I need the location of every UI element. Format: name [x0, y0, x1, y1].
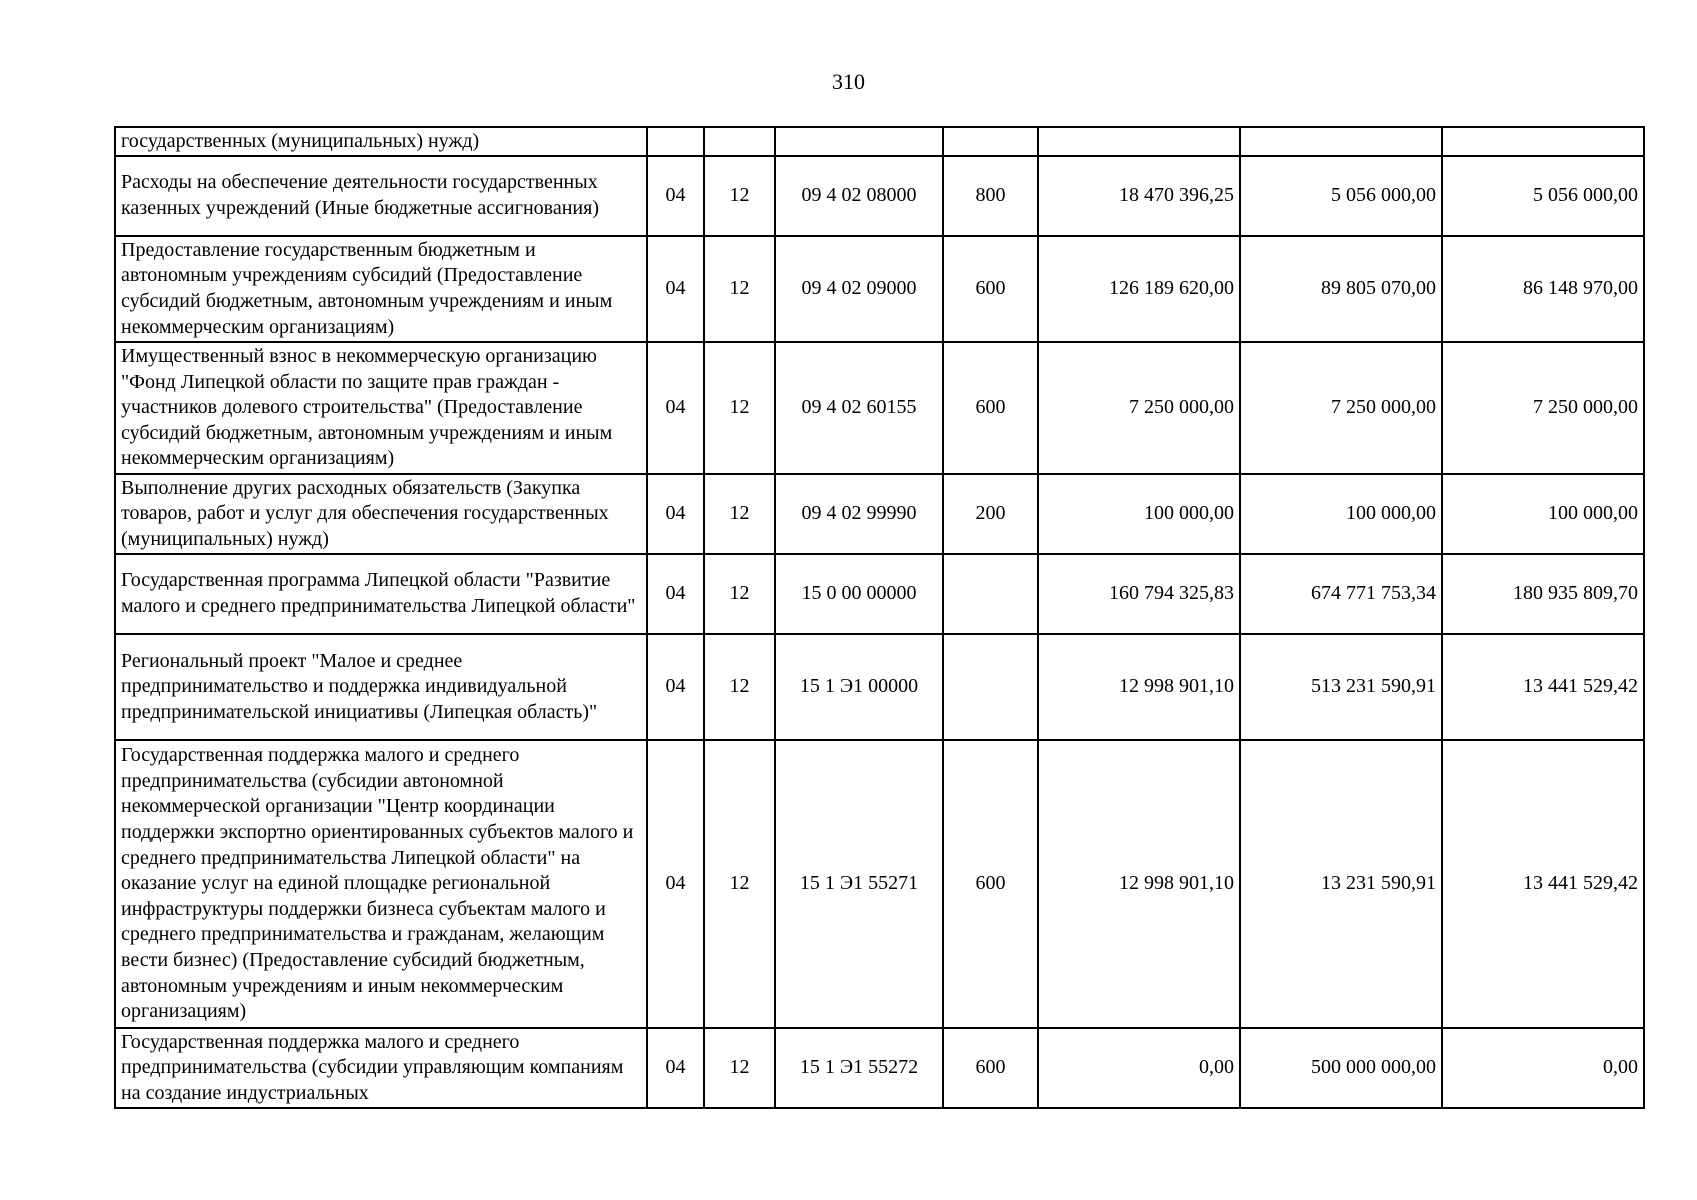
amount-year-2: 89 805 070,00 [1240, 236, 1442, 342]
expense-type-code: 600 [943, 1028, 1038, 1108]
target-article-code: 15 1 Э1 55272 [775, 1028, 943, 1108]
target-article-code: 15 0 00 00000 [775, 554, 943, 634]
row-description: Государственная программа Липецкой области "Развитие малого и среднего предпринимательства Липецкой области" [115, 554, 647, 634]
subsection-code: 12 [704, 554, 775, 634]
table-row [115, 342, 1644, 474]
table-row [115, 236, 1644, 342]
amount-year-3: 0,00 [1442, 1028, 1644, 1108]
amount-year-2: 5 056 000,00 [1240, 156, 1442, 236]
amount-year-3: 100 000,00 [1442, 474, 1644, 554]
amount-year-2: 100 000,00 [1240, 474, 1442, 554]
section-code: 04 [647, 474, 704, 554]
target-article-code [775, 127, 943, 156]
subsection-code: 12 [704, 740, 775, 1028]
expense-type-code [943, 634, 1038, 740]
expense-type-code [943, 127, 1038, 156]
row-description: Государственная поддержка малого и среднего предпринимательства (субсидии автономной некоммерческой организации "Центр координации поддержки экспортно ориентированных субъектов малого и среднего предпринимательства Липецкой области" на оказание услуг на единой площадке региональной инфраструктуры поддержки бизнеса субъектам малого и среднего предпринимательства и гражданам, желающим вести бизнес) (Предоставление субсидий бюджетным, автономным учреждениям и иным некоммерческим организациям) [115, 740, 647, 1028]
amount-year-1: 0,00 [1038, 1028, 1240, 1108]
amount-year-1: 100 000,00 [1038, 474, 1240, 554]
section-code: 04 [647, 634, 704, 740]
amount-year-3: 13 441 529,42 [1442, 634, 1644, 740]
row-description: Государственная поддержка малого и среднего предпринимательства (субсидии управляющим компаниям на создание индустриальных [115, 1028, 647, 1108]
amount-year-3: 180 935 809,70 [1442, 554, 1644, 634]
row-description: Расходы на обеспечение деятельности государственных казенных учреждений (Иные бюджетные ассигнования) [115, 156, 647, 236]
row-description: Имущественный взнос в некоммерческую организацию "Фонд Липецкой области по защите прав граждан - участников долевого строительства" (Предоставление субсидий бюджетным, автономным учреждениям и иным некоммерческим организациям) [115, 342, 647, 474]
target-article-code: 15 1 Э1 55271 [775, 740, 943, 1028]
amount-year-2: 674 771 753,34 [1240, 554, 1442, 634]
amount-year-2: 513 231 590,91 [1240, 634, 1442, 740]
subsection-code: 12 [704, 634, 775, 740]
expense-type-code: 600 [943, 740, 1038, 1028]
amount-year-1: 160 794 325,83 [1038, 554, 1240, 634]
table-row [115, 634, 1644, 740]
subsection-code: 12 [704, 1028, 775, 1108]
amount-year-1: 18 470 396,25 [1038, 156, 1240, 236]
subsection-code: 12 [704, 474, 775, 554]
expense-type-code: 200 [943, 474, 1038, 554]
amount-year-3: 7 250 000,00 [1442, 342, 1644, 474]
amount-year-3: 5 056 000,00 [1442, 156, 1644, 236]
amount-year-2: 13 231 590,91 [1240, 740, 1442, 1028]
expense-type-code: 600 [943, 342, 1038, 474]
expense-type-code: 600 [943, 236, 1038, 342]
amount-year-1: 126 189 620,00 [1038, 236, 1240, 342]
subsection-code [704, 127, 775, 156]
target-article-code: 09 4 02 09000 [775, 236, 943, 342]
section-code [647, 127, 704, 156]
expense-type-code: 800 [943, 156, 1038, 236]
target-article-code: 09 4 02 99990 [775, 474, 943, 554]
subsection-code: 12 [704, 236, 775, 342]
section-code: 04 [647, 1028, 704, 1108]
table-row [115, 740, 1644, 1028]
section-code: 04 [647, 236, 704, 342]
target-article-code: 09 4 02 08000 [775, 156, 943, 236]
budget-table [114, 126, 1645, 1109]
amount-year-1: 7 250 000,00 [1038, 342, 1240, 474]
table-row [115, 127, 1644, 156]
amount-year-1: 12 998 901,10 [1038, 634, 1240, 740]
table-row [115, 156, 1644, 236]
row-description: государственных (муниципальных) нужд) [115, 127, 647, 156]
target-article-code: 09 4 02 60155 [775, 342, 943, 474]
section-code: 04 [647, 740, 704, 1028]
page-number: 310 [832, 69, 865, 94]
amount-year-1 [1038, 127, 1240, 156]
table-row [115, 554, 1644, 634]
section-code: 04 [647, 156, 704, 236]
subsection-code: 12 [704, 156, 775, 236]
row-description: Выполнение других расходных обязательств (Закупка товаров, работ и услуг для обеспечения государственных (муниципальных) нужд) [115, 474, 647, 554]
row-description: Региональный проект "Малое и среднее предпринимательство и поддержка индивидуальной предпринимательской инициативы (Липецкая область)" [115, 634, 647, 740]
amount-year-3 [1442, 127, 1644, 156]
row-description: Предоставление государственным бюджетным и автономным учреждениям субсидий (Предоставление субсидий бюджетным, автономным учреждениям и иным некоммерческим организациям) [115, 236, 647, 342]
amount-year-2 [1240, 127, 1442, 156]
amount-year-3: 13 441 529,42 [1442, 740, 1644, 1028]
amount-year-2: 7 250 000,00 [1240, 342, 1442, 474]
amount-year-1: 12 998 901,10 [1038, 740, 1240, 1028]
section-code: 04 [647, 554, 704, 634]
expense-type-code [943, 554, 1038, 634]
subsection-code: 12 [704, 342, 775, 474]
section-code: 04 [647, 342, 704, 474]
table-row [115, 1028, 1644, 1108]
table-row [115, 474, 1644, 554]
amount-year-3: 86 148 970,00 [1442, 236, 1644, 342]
target-article-code: 15 1 Э1 00000 [775, 634, 943, 740]
amount-year-2: 500 000 000,00 [1240, 1028, 1442, 1108]
